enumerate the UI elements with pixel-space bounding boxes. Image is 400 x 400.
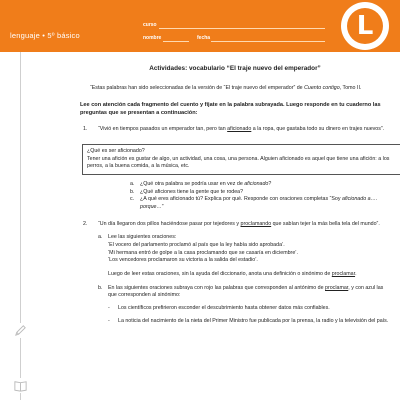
question-1-text [98,126,390,134]
q2b-part-2: , y con azul las que corresponden al sinónimo: [108,284,384,299]
item-letter: b. [130,188,135,195]
subject-logo [341,2,389,50]
item-letter: c. [130,196,135,203]
dash-marker: - [108,317,110,324]
intro-part-1: “Estas palabras han sido seleccionadas de la versión de “El traje nuevo del emperador” de [90,85,305,91]
list-item [130,196,390,211]
definition-box [82,144,400,175]
intro-text [80,85,390,93]
q2a-after-part-1: Luego de leer estas oraciones, sin la ayuda del diccionario, anota una definición o sinónimo de [108,271,332,278]
intro-part-2: , Tomo II. [339,85,362,91]
sidebar [0,52,38,400]
curso-line [159,28,325,29]
underlined-word: aficionado [227,126,252,133]
q2b-part-1: En las siguientes oraciones subraya con rojo las palabras que corresponden al antónimo de [108,284,326,291]
page-title: Actividades: vocabulario “El traje nuevo del emperador” [149,65,321,72]
question-number: 2. [83,220,88,227]
list-item [108,318,390,326]
definition-question: ¿Qué es ser aficionado? [87,148,145,154]
q2a-sentence-2: ‘Mi hermana entró de golpe a la casa proclamando que se casaría en diciembre’. [108,249,298,256]
underlined-word: proclamar [325,284,349,291]
sidebar-divider [20,52,21,400]
instructions: Lee con atención cada fragmento del cuento y fíjate en la palabra subrayada. Luego responde en tu cuaderno las preguntas que se presentan a continuación: [80,101,381,116]
q1-part-1: “Vivió en tiempos pasados un emperador tan, pero tan [98,126,228,133]
q2a-after-part-2: . [355,271,357,278]
q2a-lead: Lee las siguientes oraciones: [108,234,177,241]
q2b-text [108,285,390,300]
item-text: ¿Qué otra palabra se podría usar en vez de [140,181,245,188]
question-1-subitems [98,181,390,212]
dash-marker: - [108,305,110,312]
question-2-text [98,221,390,229]
header-banner [0,0,400,52]
question-2a [98,234,390,278]
question-2 [80,221,390,326]
definition-body: Tener una afición es gustar de algo, un actividad, una cosa, una persona. Alguien aficionado es aquel que tiene una afición: a los perros, a la buena comida, a la música, etc. [87,155,390,170]
nombre-line [163,41,189,42]
item-emphasis: aficionado [244,181,269,188]
logo-letter: L [347,8,383,44]
item-text-end: ? [268,181,272,188]
list-item [130,189,390,197]
nombre-label: nombre [143,35,162,41]
item-text: ¿Qué aficiones tiene la gente que te rodea? [140,188,244,195]
underlined-word: proclamando [240,220,272,227]
curso-label: curso [143,22,157,28]
question-1 [80,126,390,211]
q2a-sentence-3: ‘Los vencedores proclamaron su victoria a la salida del estadio’. [108,257,258,264]
book-title: Cuento contigo [304,85,340,91]
item-letter: a. [98,234,103,241]
worksheet-content [80,52,390,325]
pencil-icon [13,323,28,338]
q1-part-2: a la ropa, que gastaba todo su dinero en trajes nuevos”. [251,126,385,133]
item-letter: a. [130,181,135,188]
item-emphasis: aficionado a…. porque… [140,196,378,211]
question-2b [98,285,390,326]
subject-label: lenguaje • 5º básico [10,31,80,40]
book-icon [13,378,28,393]
q2a-sentence-1: ‘El vocero del parlamento proclamó al país que la ley había sido aprobada’. [108,242,285,249]
fecha-line [211,41,325,42]
item-text: Los científicos prefirieron esconder el descubrimiento hasta obtener datos más confiables. [118,305,330,312]
item-text-end: ” [161,204,164,211]
question-number: 1. [83,126,88,133]
q2a-after [108,271,390,279]
item-letter: b. [98,284,103,291]
fecha-label: fecha [197,35,211,41]
item-text: La noticia del nacimiento de la nieta del Primer Ministro fue publicada por la prensa, la radio y la televisión del país. [118,317,389,324]
q2-part-1: “Un día llegaron dos pillos haciéndose pasar por tejedores y [98,220,241,227]
list-item [130,181,390,189]
q2-part-2: que sabían tejer la más bella tela del mundo”. [271,220,380,227]
list-item [108,305,390,313]
item-text: ¿A qué eres aficionado tú? Explica por qué. Responde con oraciones completas “Soy [140,196,342,203]
underlined-word: proclamar [331,271,356,278]
